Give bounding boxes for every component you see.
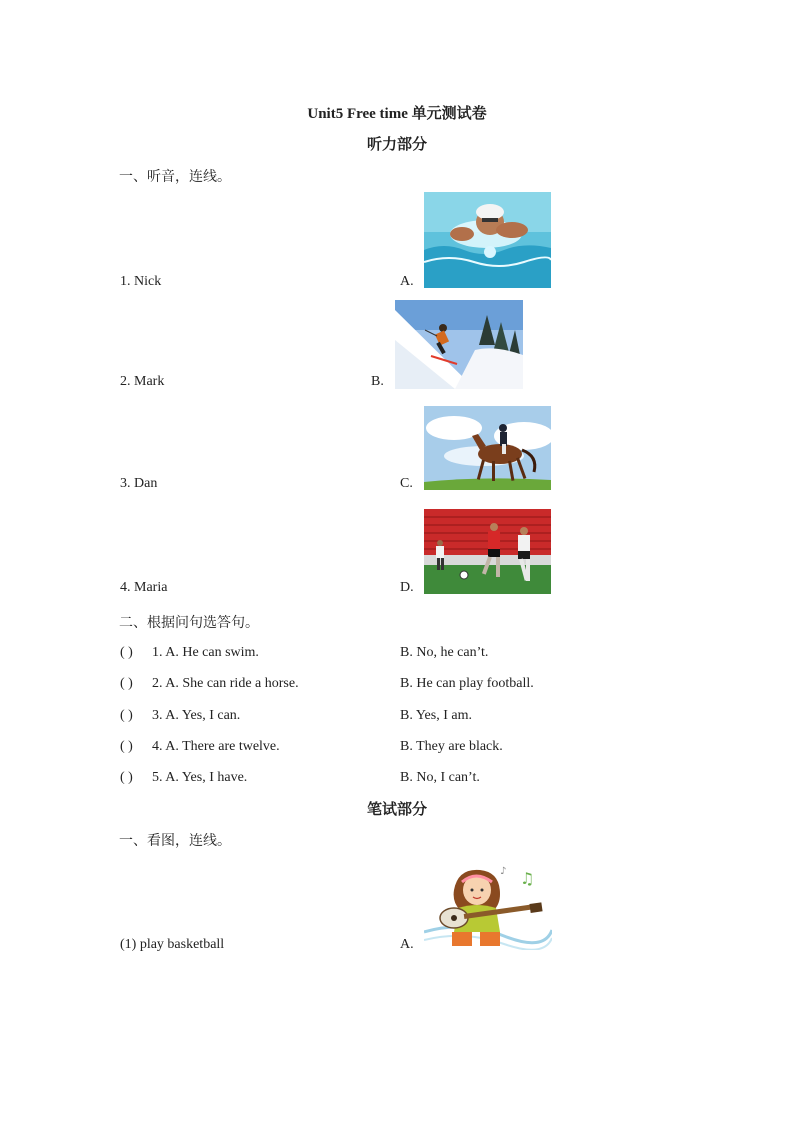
question-3-option-a: 3. A. Yes, I can. <box>152 708 241 723</box>
writing-item-1: (1) play basketball <box>120 937 225 952</box>
listening-heading: 听力部分 <box>366 137 427 153</box>
question-1-option-a: 1. A. He can swim. <box>152 645 259 660</box>
writing-part1-instruction: 一、看图，连线。 <box>119 834 231 849</box>
name-maria: 4. Maria <box>120 580 168 595</box>
question-4-option-b: B. They are black. <box>400 739 503 754</box>
listening-part2-instruction: 二、根据问句选答句。 <box>119 616 259 631</box>
writing-heading: 笔试部分 <box>366 802 427 818</box>
answer-bracket-3[interactable]: ( ) <box>120 708 133 723</box>
question-5-option-b: B. No, I can’t. <box>400 770 480 785</box>
answer-bracket-5[interactable]: ( ) <box>120 770 133 785</box>
answer-bracket-2[interactable]: ( ) <box>120 676 133 691</box>
option-letter-d: D. <box>400 580 414 595</box>
writing-option-letter-a: A. <box>400 937 414 952</box>
svg-text:♫: ♫ <box>520 869 535 888</box>
skiing-picture <box>395 300 523 389</box>
question-3-option-b: B. Yes, I am. <box>400 708 472 723</box>
listening-part1-instruction: 一、听音，连线。 <box>119 170 231 185</box>
svg-text:♪: ♪ <box>500 866 507 877</box>
football-picture <box>424 509 551 594</box>
question-2-option-a: 2. A. She can ride a horse. <box>152 676 299 691</box>
option-letter-c: C. <box>400 476 413 491</box>
question-2-option-b: B. He can play football. <box>400 676 534 691</box>
horse-riding-picture <box>424 406 551 490</box>
name-nick: 1. Nick <box>120 274 162 289</box>
option-letter-b: B. <box>371 374 384 389</box>
guitar-girl-picture <box>424 860 552 950</box>
swimming-picture <box>424 192 551 288</box>
question-4-option-a: 4. A. There are twelve. <box>152 739 280 754</box>
question-1-option-b: B. No, he can’t. <box>400 645 489 660</box>
name-mark: 2. Mark <box>120 374 165 389</box>
name-dan: 3. Dan <box>120 476 158 491</box>
answer-bracket-1[interactable]: ( ) <box>120 645 133 660</box>
page-title: Unit5 Free time 单元测试卷 <box>307 106 487 122</box>
question-5-option-a: 5. A. Yes, I have. <box>152 770 248 785</box>
option-letter-a: A. <box>400 274 414 289</box>
answer-bracket-4[interactable]: ( ) <box>120 739 133 754</box>
